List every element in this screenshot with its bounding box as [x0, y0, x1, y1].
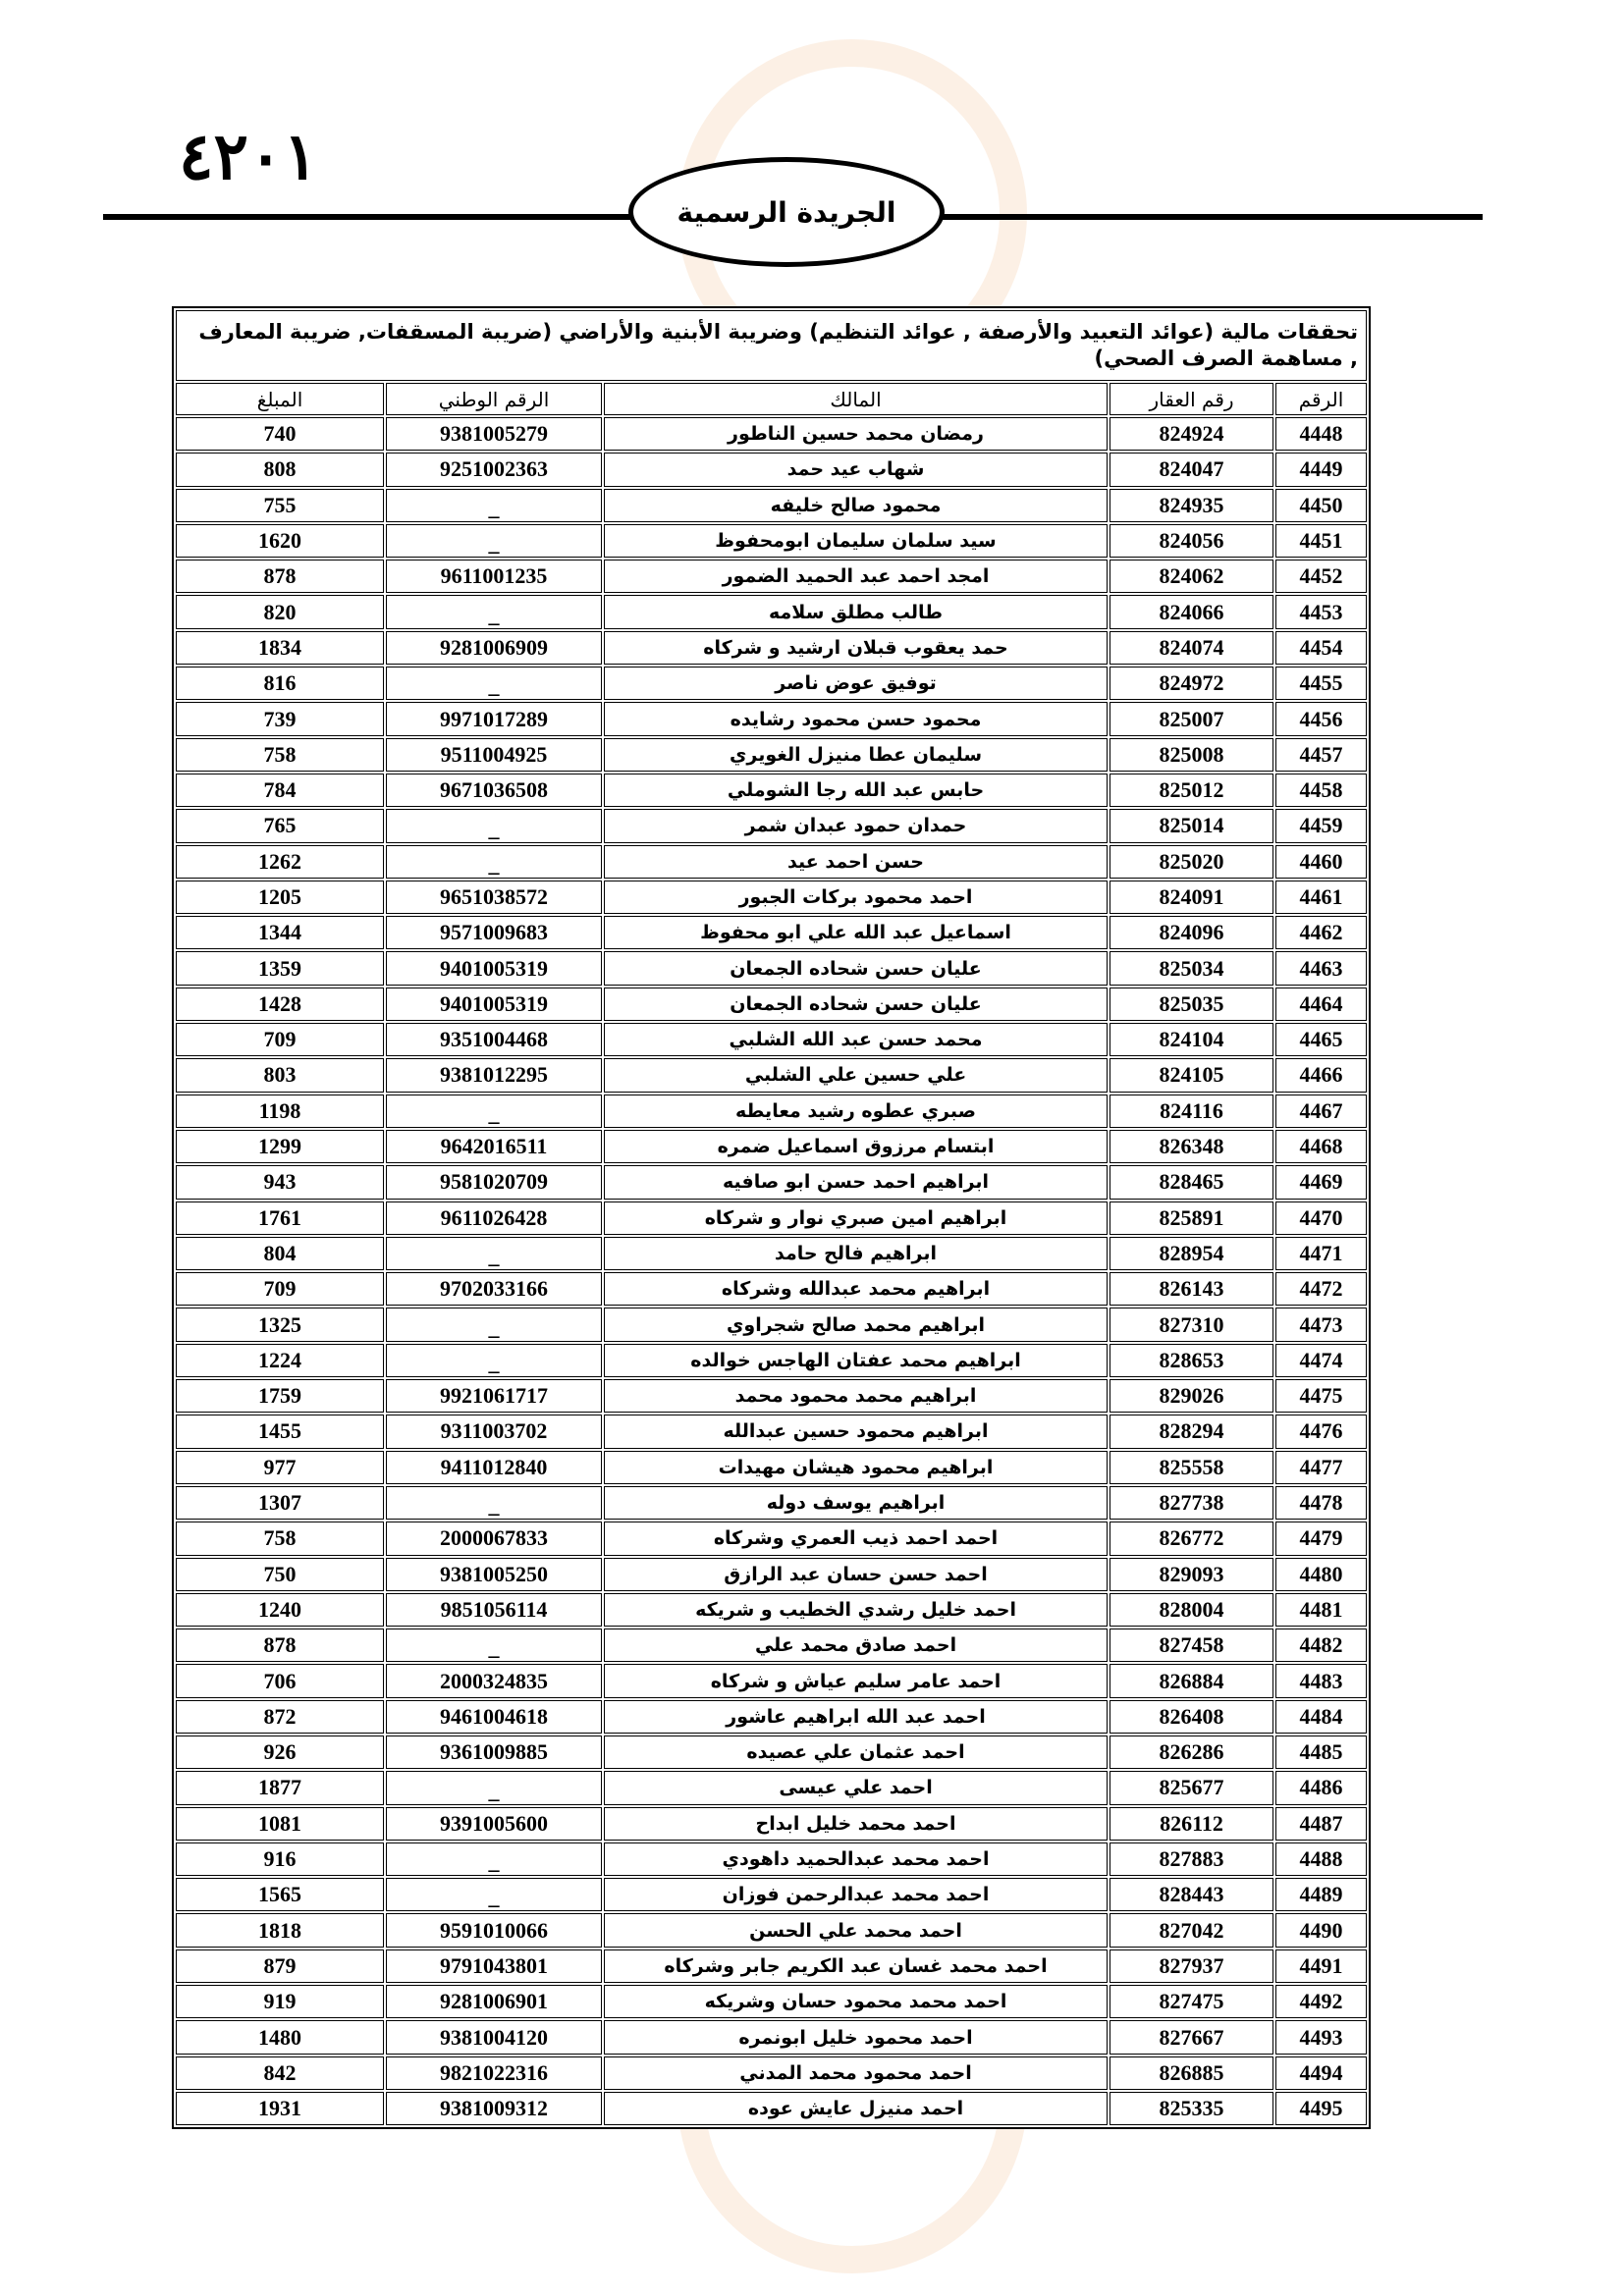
amount: 977 — [176, 1451, 384, 1484]
owner-name: محمد حسن عبد الله الشلبي — [604, 1023, 1108, 1056]
property-number: 825012 — [1110, 774, 1273, 807]
row-number: 4474 — [1275, 1344, 1367, 1377]
owner-name: عليان حسن شحاده الجمعان — [604, 988, 1108, 1021]
row-number: 4484 — [1275, 1700, 1367, 1734]
property-number: 824047 — [1110, 453, 1273, 486]
amount: 739 — [176, 702, 384, 735]
amount: 1834 — [176, 631, 384, 665]
table-row — [176, 417, 1367, 451]
property-number: 827475 — [1110, 1985, 1273, 2018]
row-number: 4482 — [1275, 1629, 1367, 1662]
amount: 919 — [176, 1985, 384, 2018]
owner-name: احمد محمد عبدالرحمن فوزان — [604, 1878, 1108, 1911]
table-row — [176, 988, 1367, 1021]
row-number: 4450 — [1275, 489, 1367, 522]
table-row — [176, 1130, 1367, 1163]
col-header-national-id: الرقم الوطني — [386, 383, 602, 415]
row-number: 4459 — [1275, 809, 1367, 842]
owner-name: احمد محمد علي الحسن — [604, 1913, 1108, 1947]
owner-name: حمد يعقوب قبلان ارشيد و شركاه — [604, 631, 1108, 665]
table-row — [176, 631, 1367, 665]
table-row — [176, 1949, 1367, 1983]
row-number: 4489 — [1275, 1878, 1367, 1911]
national-id: _ — [386, 1629, 602, 1662]
row-number: 4493 — [1275, 2020, 1367, 2054]
row-number: 4478 — [1275, 1486, 1367, 1520]
national-id: _ — [386, 595, 602, 628]
amount: 706 — [176, 1664, 384, 1697]
owner-name: احمد عامر سليم عياش و شركاه — [604, 1664, 1108, 1697]
property-number: 826772 — [1110, 1522, 1273, 1555]
row-number: 4473 — [1275, 1308, 1367, 1341]
amount: 1480 — [176, 2020, 384, 2054]
national-id: 9921061717 — [386, 1379, 602, 1413]
owner-name: احمد حسن حسان عبد الرازق — [604, 1558, 1108, 1591]
national-id: _ — [386, 1486, 602, 1520]
national-id: 9381009312 — [386, 2092, 602, 2125]
property-number: 824091 — [1110, 881, 1273, 914]
national-id: 9311003702 — [386, 1415, 602, 1448]
amount: 916 — [176, 1842, 384, 1876]
national-id: _ — [386, 489, 602, 522]
property-number: 828653 — [1110, 1344, 1273, 1377]
row-number: 4453 — [1275, 595, 1367, 628]
amount: 1818 — [176, 1913, 384, 1947]
table-row — [176, 916, 1367, 949]
property-number: 826143 — [1110, 1272, 1273, 1306]
table-row — [176, 1023, 1367, 1056]
owner-name: ابراهيم محمود حسين عبدالله — [604, 1415, 1108, 1448]
property-number: 824972 — [1110, 667, 1273, 700]
table-row — [176, 1664, 1367, 1697]
row-number: 4488 — [1275, 1842, 1367, 1876]
property-number: 825034 — [1110, 951, 1273, 985]
table-row — [176, 1985, 1367, 2018]
amount: 740 — [176, 417, 384, 451]
property-number: 825035 — [1110, 988, 1273, 1021]
amount: 926 — [176, 1735, 384, 1769]
property-number: 828954 — [1110, 1237, 1273, 1270]
property-number: 829026 — [1110, 1379, 1273, 1413]
amount: 1759 — [176, 1379, 384, 1413]
owner-name: احمد احمد ذيب العمري وشركاه — [604, 1522, 1108, 1555]
national-id: 9591010066 — [386, 1913, 602, 1947]
table-row — [176, 2020, 1367, 2054]
owner-name: طالب مطلق سلامه — [604, 595, 1108, 628]
national-id: 9571009683 — [386, 916, 602, 949]
owner-name: ابراهيم محمد عفتان الهاجس خوالده — [604, 1344, 1108, 1377]
amount: 816 — [176, 667, 384, 700]
owner-name: اسماعيل عبد الله علي ابو محفوظ — [604, 916, 1108, 949]
table-title: تحققات مالية (عوائد التعبيد والأرصفة , عوائد التنظيم) وضريبة الأبنية والأراضي (ضريبة المسقفات, ضريبة المعارف , مساهمة الصرف الصحي) — [176, 310, 1367, 381]
table-row — [176, 1522, 1367, 1555]
table-row — [176, 667, 1367, 700]
amount: 1877 — [176, 1771, 384, 1804]
owner-name: توفيق عوض ناصر — [604, 667, 1108, 700]
table-row — [176, 1237, 1367, 1270]
national-id: 9821022316 — [386, 2056, 602, 2090]
amount: 1307 — [176, 1486, 384, 1520]
owner-name: سيد سلمان سليمان ابومحفوظ — [604, 524, 1108, 558]
table-row — [176, 1095, 1367, 1128]
national-id: 9401005319 — [386, 951, 602, 985]
property-number: 824096 — [1110, 916, 1273, 949]
table-row — [176, 1807, 1367, 1841]
row-number: 4477 — [1275, 1451, 1367, 1484]
owner-name: احمد محمد غسان عبد الكريم جابر وشركاه — [604, 1949, 1108, 1983]
owner-name: رمضان محمد حسين الناطور — [604, 417, 1108, 451]
property-number: 824924 — [1110, 417, 1273, 451]
property-number: 824066 — [1110, 595, 1273, 628]
amount: 804 — [176, 1237, 384, 1270]
row-number: 4472 — [1275, 1272, 1367, 1306]
national-id: 9391005600 — [386, 1807, 602, 1841]
table-row — [176, 2056, 1367, 2090]
row-number: 4494 — [1275, 2056, 1367, 2090]
row-number: 4465 — [1275, 1023, 1367, 1056]
table-row — [176, 1735, 1367, 1769]
amount: 842 — [176, 2056, 384, 2090]
table-row — [176, 1878, 1367, 1911]
property-number: 824104 — [1110, 1023, 1273, 1056]
property-number: 827937 — [1110, 1949, 1273, 1983]
table-row — [176, 1700, 1367, 1734]
table-row — [176, 738, 1367, 772]
property-number: 826112 — [1110, 1807, 1273, 1841]
national-id: 9351004468 — [386, 1023, 602, 1056]
owner-name: حسن احمد عيد — [604, 845, 1108, 879]
property-number: 827458 — [1110, 1629, 1273, 1662]
owner-name: ابراهيم محمد محمود محمد — [604, 1379, 1108, 1413]
property-number: 824062 — [1110, 560, 1273, 593]
national-id: _ — [386, 1344, 602, 1377]
amount: 1205 — [176, 881, 384, 914]
table-row — [176, 1486, 1367, 1520]
row-number: 4461 — [1275, 881, 1367, 914]
row-number: 4486 — [1275, 1771, 1367, 1804]
property-number: 827883 — [1110, 1842, 1273, 1876]
owner-name: احمد محمود بركات الجبور — [604, 881, 1108, 914]
amount: 1081 — [176, 1807, 384, 1841]
amount: 1565 — [176, 1878, 384, 1911]
page-number: ٤٢٠١ — [179, 118, 318, 194]
owner-name: ابراهيم يوسف دوله — [604, 1486, 1108, 1520]
row-number: 4487 — [1275, 1807, 1367, 1841]
property-number: 825008 — [1110, 738, 1273, 772]
publication-title: الجريدة الرسمية — [677, 195, 896, 229]
amount: 1761 — [176, 1201, 384, 1235]
table-row — [176, 951, 1367, 985]
owner-name: احمد علي عيسى — [604, 1771, 1108, 1804]
owner-name: احمد عثمان علي عصيده — [604, 1735, 1108, 1769]
property-number: 828443 — [1110, 1878, 1273, 1911]
amount: 1198 — [176, 1095, 384, 1128]
amount: 1325 — [176, 1308, 384, 1341]
table-row — [176, 1058, 1367, 1092]
national-id: _ — [386, 845, 602, 879]
national-id: _ — [386, 524, 602, 558]
property-number: 825020 — [1110, 845, 1273, 879]
national-id: 9411012840 — [386, 1451, 602, 1484]
table-row — [176, 1771, 1367, 1804]
amount: 820 — [176, 595, 384, 628]
table-row — [176, 1629, 1367, 1662]
national-id: 9381012295 — [386, 1058, 602, 1092]
property-number: 828465 — [1110, 1165, 1273, 1199]
property-number: 829093 — [1110, 1558, 1273, 1591]
national-id: 9281006901 — [386, 1985, 602, 2018]
owner-name: احمد محمود محمد المدني — [604, 2056, 1108, 2090]
table-row — [176, 1344, 1367, 1377]
amount: 1240 — [176, 1593, 384, 1627]
row-number: 4483 — [1275, 1664, 1367, 1697]
national-id: 9381005250 — [386, 1558, 602, 1591]
national-id: 9851056114 — [386, 1593, 602, 1627]
national-id: 9581020709 — [386, 1165, 602, 1199]
table-row — [176, 1593, 1367, 1627]
amount: 709 — [176, 1272, 384, 1306]
amount: 879 — [176, 1949, 384, 1983]
row-number: 4495 — [1275, 2092, 1367, 2125]
property-number: 826348 — [1110, 1130, 1273, 1163]
national-id: 9651038572 — [386, 881, 602, 914]
table-row — [176, 524, 1367, 558]
row-number: 4491 — [1275, 1949, 1367, 1983]
amount: 872 — [176, 1700, 384, 1734]
national-id: 9361009885 — [386, 1735, 602, 1769]
row-number: 4476 — [1275, 1415, 1367, 1448]
amount: 758 — [176, 1522, 384, 1555]
national-id: 9251002363 — [386, 453, 602, 486]
row-number: 4460 — [1275, 845, 1367, 879]
row-number: 4492 — [1275, 1985, 1367, 2018]
row-number: 4481 — [1275, 1593, 1367, 1627]
national-id: 9381005279 — [386, 417, 602, 451]
property-number: 824935 — [1110, 489, 1273, 522]
table-row — [176, 845, 1367, 879]
amount: 1299 — [176, 1130, 384, 1163]
row-number: 4452 — [1275, 560, 1367, 593]
owner-name: ابراهيم محمد صالح شجراوي — [604, 1308, 1108, 1341]
publication-title-badge — [628, 157, 945, 267]
row-number: 4480 — [1275, 1558, 1367, 1591]
property-number: 826408 — [1110, 1700, 1273, 1734]
table-row — [176, 1308, 1367, 1341]
amount: 878 — [176, 560, 384, 593]
amount: 943 — [176, 1165, 384, 1199]
row-number: 4451 — [1275, 524, 1367, 558]
national-id: _ — [386, 1237, 602, 1270]
row-number: 4490 — [1275, 1913, 1367, 1947]
owner-name: احمد محمد خليل ابداح — [604, 1807, 1108, 1841]
national-id: _ — [386, 1308, 602, 1341]
table-row — [176, 453, 1367, 486]
owner-name: احمد محمد محمود حسان وشريكه — [604, 1985, 1108, 2018]
national-id: 9511004925 — [386, 738, 602, 772]
row-number: 4485 — [1275, 1735, 1367, 1769]
owner-name: شهاب عيد حمد — [604, 453, 1108, 486]
owner-name: احمد خليل رشدي الخطيب و شريكه — [604, 1593, 1108, 1627]
owner-name: حابس عبد الله رجا الشوملي — [604, 774, 1108, 807]
owner-name: عليان حسن شحاده الجمعان — [604, 951, 1108, 985]
national-id: _ — [386, 1095, 602, 1128]
property-number: 825891 — [1110, 1201, 1273, 1235]
national-id: _ — [386, 1842, 602, 1876]
table-row — [176, 489, 1367, 522]
row-number: 4454 — [1275, 631, 1367, 665]
amount: 1428 — [176, 988, 384, 1021]
owner-name: حمدان حمود عبدان شمر — [604, 809, 1108, 842]
property-number: 828004 — [1110, 1593, 1273, 1627]
amount: 784 — [176, 774, 384, 807]
row-number: 4448 — [1275, 417, 1367, 451]
row-number: 4455 — [1275, 667, 1367, 700]
owner-name: ابتسام مرزوق اسماعيل ضمره — [604, 1130, 1108, 1163]
col-header-amount: المبلغ — [176, 383, 384, 415]
owner-name: احمد منيزل عايش عوده — [604, 2092, 1108, 2125]
row-number: 4457 — [1275, 738, 1367, 772]
table-row — [176, 809, 1367, 842]
table-row — [176, 1201, 1367, 1235]
amount: 1224 — [176, 1344, 384, 1377]
amount: 709 — [176, 1023, 384, 1056]
table-row — [176, 702, 1367, 735]
national-id: 9642016511 — [386, 1130, 602, 1163]
table-row — [176, 2092, 1367, 2125]
owner-name: سليمان عطا منيزل الغويري — [604, 738, 1108, 772]
table-row — [176, 881, 1367, 914]
property-number: 826286 — [1110, 1735, 1273, 1769]
row-number: 4475 — [1275, 1379, 1367, 1413]
national-id: 2000067833 — [386, 1522, 602, 1555]
table-row — [176, 1165, 1367, 1199]
national-id: 9281006909 — [386, 631, 602, 665]
amount: 1262 — [176, 845, 384, 879]
owner-name: ابراهيم محمد عبدالله وشركاه — [604, 1272, 1108, 1306]
national-id: 9381004120 — [386, 2020, 602, 2054]
amount: 758 — [176, 738, 384, 772]
table-row — [176, 1913, 1367, 1947]
property-number: 824056 — [1110, 524, 1273, 558]
property-number: 824116 — [1110, 1095, 1273, 1128]
property-number: 825007 — [1110, 702, 1273, 735]
national-id: 9611026428 — [386, 1201, 602, 1235]
national-id: _ — [386, 809, 602, 842]
national-id: 9461004618 — [386, 1700, 602, 1734]
row-number: 4469 — [1275, 1165, 1367, 1199]
owner-name: محمود حسن محمود رشايده — [604, 702, 1108, 735]
row-number: 4464 — [1275, 988, 1367, 1021]
property-number: 827310 — [1110, 1308, 1273, 1341]
owner-name: صبري عطوه رشيد معايطه — [604, 1095, 1108, 1128]
amount: 1931 — [176, 2092, 384, 2125]
property-number: 824105 — [1110, 1058, 1273, 1092]
owner-name: ابراهيم امين صبري نوار و شركاه — [604, 1201, 1108, 1235]
owner-name: ابراهيم فالح حامد — [604, 1237, 1108, 1270]
property-number: 828294 — [1110, 1415, 1273, 1448]
property-number: 826884 — [1110, 1664, 1273, 1697]
national-id: 9401005319 — [386, 988, 602, 1021]
table-row — [176, 1451, 1367, 1484]
owner-name: ابراهيم محمود هيشان مهيدات — [604, 1451, 1108, 1484]
owner-name: امجد احمد عبد الحميد الضمور — [604, 560, 1108, 593]
table-row — [176, 1415, 1367, 1448]
national-id: _ — [386, 667, 602, 700]
table-row — [176, 774, 1367, 807]
national-id: _ — [386, 1771, 602, 1804]
row-number: 4458 — [1275, 774, 1367, 807]
row-number: 4449 — [1275, 453, 1367, 486]
national-id: 2000324835 — [386, 1664, 602, 1697]
row-number: 4462 — [1275, 916, 1367, 949]
property-number: 825014 — [1110, 809, 1273, 842]
property-number: 824074 — [1110, 631, 1273, 665]
national-id: 9702033166 — [386, 1272, 602, 1306]
row-number: 4468 — [1275, 1130, 1367, 1163]
property-number: 826885 — [1110, 2056, 1273, 2090]
amount: 750 — [176, 1558, 384, 1591]
property-number: 825558 — [1110, 1451, 1273, 1484]
col-header-number: الرقم — [1275, 383, 1367, 415]
property-number: 827667 — [1110, 2020, 1273, 2054]
property-number: 825335 — [1110, 2092, 1273, 2125]
owner-name: محمود صالح خليفه — [604, 489, 1108, 522]
amount: 1620 — [176, 524, 384, 558]
row-number: 4456 — [1275, 702, 1367, 735]
col-header-property-number: رقم العقار — [1110, 383, 1273, 415]
owner-name: ابراهيم احمد حسن ابو صافيه — [604, 1165, 1108, 1199]
col-header-owner: المالك — [604, 383, 1108, 415]
national-id: 9971017289 — [386, 702, 602, 735]
table-row — [176, 1558, 1367, 1591]
national-id: 9791043801 — [386, 1949, 602, 1983]
national-id: _ — [386, 1878, 602, 1911]
national-id: 9671036508 — [386, 774, 602, 807]
owner-name: علي حسين علي الشلبي — [604, 1058, 1108, 1092]
national-id: 9611001235 — [386, 560, 602, 593]
amount: 808 — [176, 453, 384, 486]
table-row — [176, 1842, 1367, 1876]
table-row — [176, 1379, 1367, 1413]
table-row — [176, 560, 1367, 593]
row-number: 4470 — [1275, 1201, 1367, 1235]
owner-name: احمد محمود خليل ابونمره — [604, 2020, 1108, 2054]
row-number: 4463 — [1275, 951, 1367, 985]
owner-name: احمد عبد الله ابراهيم عاشور — [604, 1700, 1108, 1734]
row-number: 4471 — [1275, 1237, 1367, 1270]
amount: 1455 — [176, 1415, 384, 1448]
amount: 1359 — [176, 951, 384, 985]
row-number: 4467 — [1275, 1095, 1367, 1128]
property-number: 825677 — [1110, 1771, 1273, 1804]
owner-name: احمد محمد عبدالحميد داهودي — [604, 1842, 1108, 1876]
table-row — [176, 1272, 1367, 1306]
table-row — [176, 595, 1367, 628]
row-number: 4479 — [1275, 1522, 1367, 1555]
amount: 755 — [176, 489, 384, 522]
amount: 765 — [176, 809, 384, 842]
financial-dues-table — [172, 306, 1371, 2129]
owner-name: احمد صادق محمد علي — [604, 1629, 1108, 1662]
amount: 1344 — [176, 916, 384, 949]
property-number: 827738 — [1110, 1486, 1273, 1520]
amount: 878 — [176, 1629, 384, 1662]
amount: 803 — [176, 1058, 384, 1092]
row-number: 4466 — [1275, 1058, 1367, 1092]
property-number: 827042 — [1110, 1913, 1273, 1947]
